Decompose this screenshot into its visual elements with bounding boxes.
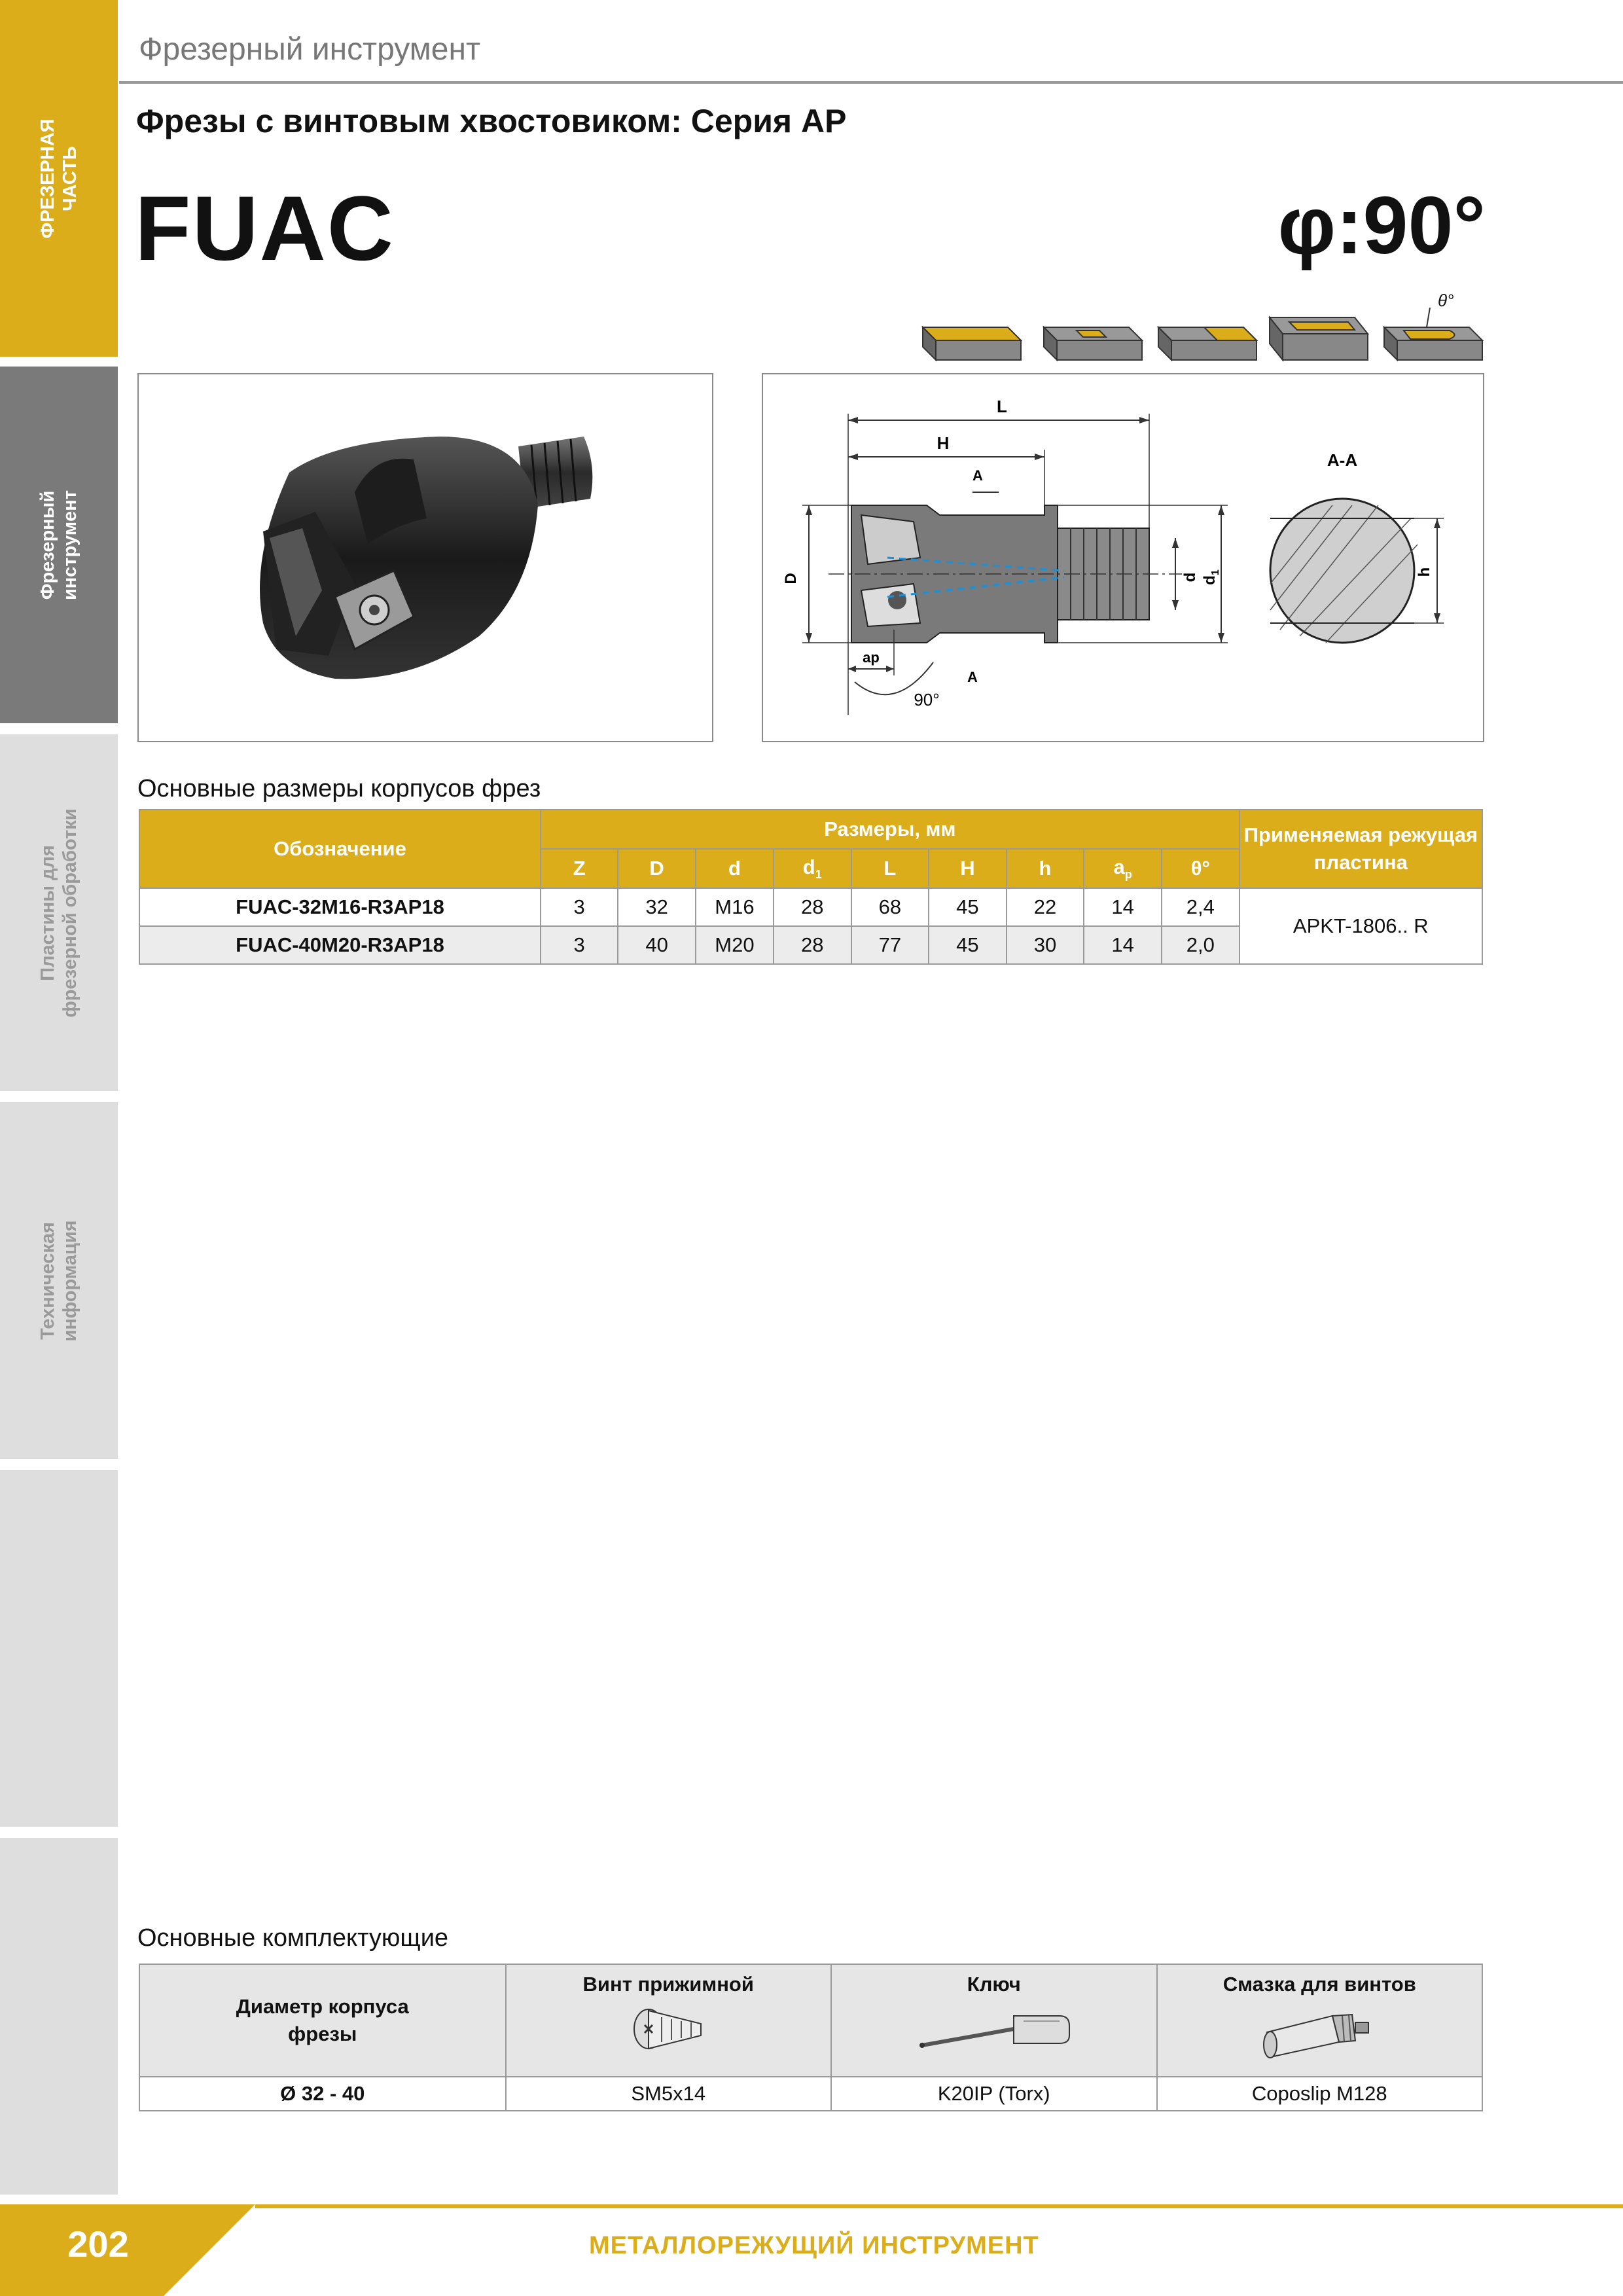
- sidebar-tab-milling-part[interactable]: [0, 0, 118, 357]
- dim-D: D: [782, 573, 800, 584]
- sidebar-label-1b: ЧАСТЬ: [60, 145, 80, 211]
- dim-L: L: [997, 397, 1007, 416]
- angle-90: 90°: [914, 690, 940, 709]
- lubricant-tube-icon: [1254, 1996, 1385, 2062]
- entering-angle: φ:90°: [1277, 181, 1486, 271]
- table-row: [139, 888, 1482, 926]
- cell: 77: [851, 926, 929, 964]
- milling-cutter-image: [139, 374, 712, 741]
- acc-col-key-label: Ключ: [967, 1973, 1021, 1996]
- sidebar-label-2a: Фрезерный: [37, 490, 58, 600]
- dimensions-title: Основные размеры корпусов фрез: [137, 775, 541, 802]
- shoulder-milling-icon: [1158, 327, 1257, 360]
- acc-diameter: Ø 32 - 40: [139, 2077, 506, 2111]
- row-designation: FUAC-32M16-R3AP18: [139, 888, 541, 926]
- sidebar-label-4b: информация: [60, 1219, 80, 1342]
- acc-col-screw-label: Винт прижимной: [582, 1973, 754, 1996]
- section-title: Фрезерный инструмент: [139, 32, 480, 67]
- col-sizes: Размеры, мм: [541, 810, 1240, 849]
- svg-text:d1: [1201, 569, 1221, 585]
- sidebar-tab-milling-tool[interactable]: [0, 367, 118, 723]
- acc-col-lube: [1157, 1964, 1482, 2077]
- sidebar-label-4a: Техническая: [37, 1221, 58, 1340]
- row-designation: FUAC-40M20-R3AP18: [139, 926, 541, 964]
- acc-col-lube-label: Смазка для винтов: [1222, 1973, 1416, 1996]
- col-L: L: [851, 849, 929, 888]
- technical-drawing-frame: [762, 373, 1484, 742]
- page-number-badge: [0, 2204, 255, 2296]
- page-subtitle: Фрезы с винтовым хвостовиком: Серия AP: [136, 103, 847, 139]
- col-theta: θ°: [1162, 849, 1240, 888]
- acc-key: K20IP (Torx): [831, 2077, 1157, 2111]
- cell: M20: [696, 926, 774, 964]
- cell: 30: [1007, 926, 1084, 964]
- section-A-top: A: [972, 467, 983, 484]
- acc-col-diameter-label: Диаметр корпуса фрезы: [236, 1995, 409, 2045]
- cell: 14: [1084, 926, 1162, 964]
- dim-d: d: [1181, 572, 1199, 583]
- dim-h: h: [1416, 567, 1433, 577]
- col-designation: Обозначение: [139, 810, 541, 888]
- dimensions-table: [139, 809, 1483, 965]
- cell: 68: [851, 888, 929, 926]
- theta-label: θ°: [1438, 291, 1454, 310]
- sidebar-tab-inserts[interactable]: [0, 734, 118, 1091]
- accessories-table: [139, 1964, 1483, 2111]
- sidebar-tab-empty-2: [0, 1838, 118, 2195]
- accessories-title: Основные комплектующие: [137, 1924, 449, 1952]
- cell: 40: [618, 926, 696, 964]
- sidebar-tab-empty-1: [0, 1470, 118, 1827]
- cell: 45: [929, 888, 1007, 926]
- sidebar-label-3a: Пластины для: [37, 844, 58, 981]
- cell: 28: [774, 926, 851, 964]
- screw-icon: [622, 1996, 714, 2062]
- sidebar-tab-tech-info[interactable]: [0, 1102, 118, 1459]
- col-H: H: [929, 849, 1007, 888]
- acc-col-screw: [506, 1964, 831, 2077]
- dim-ap: ap: [863, 649, 880, 666]
- cell: M16: [696, 888, 774, 926]
- acc-col-diameter: [139, 1964, 506, 2077]
- cell: 2,4: [1162, 888, 1240, 926]
- insert-cell: APKT-1806.. R: [1240, 888, 1482, 964]
- cell: 2,0: [1162, 926, 1240, 964]
- sidebar-label-3b: фрезерной обработки: [60, 808, 80, 1018]
- sidebar-label-2b: инструмент: [60, 490, 80, 600]
- header-divider: [119, 81, 1623, 84]
- dim-d1-sub: 1: [1210, 569, 1221, 576]
- sidebar-label-1a: ФРЕЗЕРНАЯ: [37, 118, 58, 239]
- ramping-icon: [1384, 291, 1482, 360]
- col-d: d: [696, 849, 774, 888]
- col-ap: $a_p$: [1084, 849, 1162, 888]
- cell: 32: [618, 888, 696, 926]
- torx-key-icon: [909, 1996, 1079, 2062]
- cell: 14: [1084, 888, 1162, 926]
- col-d1: $d_1$: [774, 849, 851, 888]
- col-Z: Z: [541, 849, 618, 888]
- face-milling-icon: [923, 327, 1021, 360]
- section-A-bottom: A: [967, 669, 978, 685]
- table-row: [139, 2077, 1482, 2111]
- col-insert: Применяемая режущая пластина: [1240, 810, 1482, 888]
- product-photo-frame: [137, 373, 713, 742]
- cell: 28: [774, 888, 851, 926]
- dim-d1: d: [1201, 575, 1219, 585]
- series-title: FUAC: [135, 177, 395, 279]
- application-icons: [916, 288, 1492, 373]
- acc-lube: Coposlip M128: [1157, 2077, 1482, 2111]
- acc-screw: SM5x14: [506, 2077, 831, 2111]
- cell: 45: [929, 926, 1007, 964]
- slot-milling-icon: [1044, 327, 1142, 360]
- pocket-milling-icon: [1270, 317, 1368, 360]
- footer-text: МЕТАЛЛОРЕЖУЩИЙ ИНСТРУМЕНТ: [589, 2232, 1039, 2259]
- cell: 3: [541, 926, 618, 964]
- dim-H: H: [936, 433, 950, 453]
- cell: 3: [541, 888, 618, 926]
- acc-col-key: [831, 1964, 1157, 2077]
- page-number: 202: [67, 2223, 129, 2265]
- col-h: h: [1007, 849, 1084, 888]
- footer-line: [255, 2204, 1623, 2208]
- col-D: D: [618, 849, 696, 888]
- section-AA-label: A-A: [1327, 450, 1358, 470]
- cell: 22: [1007, 888, 1084, 926]
- technical-drawing: [763, 374, 1483, 741]
